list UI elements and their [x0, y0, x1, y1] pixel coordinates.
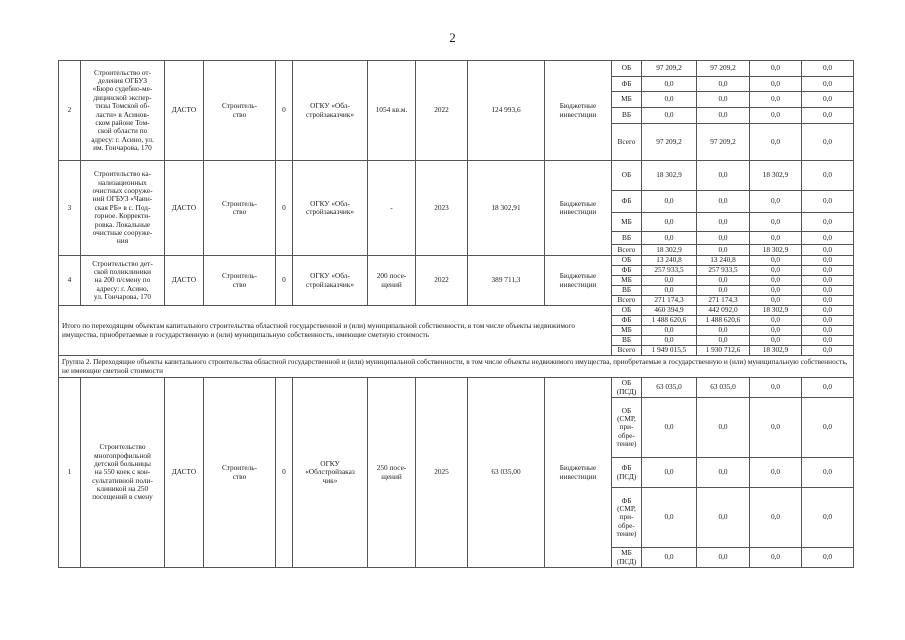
budget-value-4: 0,0	[802, 326, 854, 336]
budget-value-2: 97 209,2	[697, 124, 750, 161]
budget-source-label: ОБ (ПСД)	[612, 378, 642, 398]
estimated-cost: 63 035,00	[468, 378, 545, 568]
budget-value-3: 0,0	[750, 108, 802, 124]
budget-source-label: ОБ	[612, 256, 642, 266]
budget-value-2: 0,0	[697, 245, 750, 256]
customer: ОГКУ «Обл- стройзаказчик»	[293, 161, 368, 256]
budget-value-3: 18 302,9	[750, 161, 802, 191]
budget-value-4: 0,0	[802, 378, 854, 398]
department: ДАСТО	[165, 61, 204, 161]
budget-source-label: ОБ	[612, 306, 642, 316]
budget-source-label: Всего	[612, 296, 642, 306]
budget-value-3: 0,0	[750, 77, 802, 92]
budget-value-2: 0,0	[697, 458, 750, 488]
completion-year: 2022	[416, 256, 468, 306]
estimated-cost: 18 302,91	[468, 161, 545, 256]
completion-year: 2023	[416, 161, 468, 256]
budget-value-3: 0,0	[750, 256, 802, 266]
budget-value-2: 0,0	[697, 161, 750, 191]
group-2-header: Группа 2. Переходящие объекты капитального строительства областной государственной и (или) муниципальной собственности, в том числе объекты недвижимого имущества, приобретаемые в государственную и (или) муниципальную собственность, не имеющие сметной стоимости	[59, 356, 854, 378]
budget-value-2: 97 209,2	[697, 61, 750, 77]
budget-value-2: 0,0	[697, 488, 750, 548]
budget-source-label: Всего	[612, 346, 642, 356]
row-number: 3	[59, 161, 81, 256]
budget-value-4: 0,0	[802, 398, 854, 458]
budget-value-2: 0,0	[697, 548, 750, 568]
budget-value-2: 0,0	[697, 398, 750, 458]
budget-source-label: ВБ	[612, 336, 642, 346]
budget-value-3: 18 302,9	[750, 306, 802, 316]
budget-value-4: 0,0	[802, 336, 854, 346]
budget-value-1: 1 949 015,5	[642, 346, 697, 356]
budget-value-4: 0,0	[802, 458, 854, 488]
budget-value-4: 0,0	[802, 124, 854, 161]
budget-value-1: 0,0	[642, 458, 697, 488]
budget-value-3: 0,0	[750, 548, 802, 568]
budget-value-4: 0,0	[802, 77, 854, 92]
budget-value-3: 0,0	[750, 92, 802, 108]
work-type: Строитель- ство	[204, 378, 276, 568]
code-zero: 0	[276, 378, 293, 568]
object-name: Строительство ка- нализационных очистных сооруже- ний ОГБУЗ «Чаин- ская РБ» в с. Под- горное. Корректи- ровка. Локальные очистные сооруже- ния	[81, 161, 165, 256]
capacity: 1054 кв.м.	[368, 61, 416, 161]
budget-value-4: 0,0	[802, 296, 854, 306]
budget-value-3: 0,0	[750, 61, 802, 77]
budget-value-1: 0,0	[642, 232, 697, 245]
budget-value-2: 0,0	[697, 92, 750, 108]
budget-value-4: 0,0	[802, 276, 854, 286]
code-zero: 0	[276, 161, 293, 256]
budget-value-1: 0,0	[642, 191, 697, 213]
budget-value-4: 0,0	[802, 92, 854, 108]
budget-value-4: 0,0	[802, 346, 854, 356]
table-row	[59, 256, 854, 266]
budget-value-1: 0,0	[642, 398, 697, 458]
budget-source-label: ВБ	[612, 286, 642, 296]
budget-value-3: 0,0	[750, 458, 802, 488]
budget-source-label: МБ (ПСД)	[612, 548, 642, 568]
capacity: -	[368, 161, 416, 256]
budget-source-label: МБ	[612, 276, 642, 286]
code-zero: 0	[276, 256, 293, 306]
budget-value-1: 0,0	[642, 92, 697, 108]
budget-value-1: 63 035,0	[642, 378, 697, 398]
completion-year: 2025	[416, 378, 468, 568]
row-number: 1	[59, 378, 81, 568]
budget-source-label: ФБ	[612, 316, 642, 326]
work-type: Строитель- ство	[204, 161, 276, 256]
budget-source-label: Всего	[612, 124, 642, 161]
budget-value-3: 0,0	[750, 336, 802, 346]
total-row	[59, 306, 854, 316]
budget-source-label: ОБ	[612, 61, 642, 77]
budget-value-2: 271 174,3	[697, 296, 750, 306]
budget-value-1: 0,0	[642, 326, 697, 336]
budget-value-3: 0,0	[750, 191, 802, 213]
budget-source-label: ФБ	[612, 191, 642, 213]
budget-value-1: 0,0	[642, 213, 697, 232]
completion-year: 2022	[416, 61, 468, 161]
budget-source-label: ФБ (ПСД)	[612, 458, 642, 488]
budget-value-3: 0,0	[750, 378, 802, 398]
estimated-cost: 124 993,6	[468, 61, 545, 161]
budget-value-2: 13 240,8	[697, 256, 750, 266]
budget-source-label: ВБ	[612, 232, 642, 245]
customer: ОГКУ «Обл- стройзаказчик»	[293, 61, 368, 161]
budget-value-2: 0,0	[697, 276, 750, 286]
budget-value-2: 63 035,0	[697, 378, 750, 398]
budget-value-4: 0,0	[802, 256, 854, 266]
funding-form: Бюджетные инвестиции	[545, 161, 612, 256]
department: ДАСТО	[165, 378, 204, 568]
customer: ОГКУ «Обл- стройзаказчик»	[293, 256, 368, 306]
budget-source-label: МБ	[612, 213, 642, 232]
budget-value-4: 0,0	[802, 306, 854, 316]
budget-value-2: 0,0	[697, 213, 750, 232]
budget-value-1: 0,0	[642, 336, 697, 346]
code-zero: 0	[276, 61, 293, 161]
budget-source-label: МБ	[612, 326, 642, 336]
budget-value-3: 0,0	[750, 232, 802, 245]
department: ДАСТО	[165, 161, 204, 256]
budget-value-4: 0,0	[802, 108, 854, 124]
budget-value-1: 97 209,2	[642, 124, 697, 161]
budget-value-1: 0,0	[642, 548, 697, 568]
capacity: 200 посе- щений	[368, 256, 416, 306]
budget-source-label: ВБ	[612, 108, 642, 124]
department: ДАСТО	[165, 256, 204, 306]
budget-value-1: 18 302,9	[642, 245, 697, 256]
budget-value-4: 0,0	[802, 488, 854, 548]
customer: ОГКУ «Облстройзаказ чик»	[293, 378, 368, 568]
budget-value-2: 0,0	[697, 108, 750, 124]
budget-source-label: ФБ	[612, 266, 642, 276]
budget-value-4: 0,0	[802, 213, 854, 232]
budget-value-2: 0,0	[697, 191, 750, 213]
budget-value-1: 0,0	[642, 286, 697, 296]
estimated-cost: 389 711,3	[468, 256, 545, 306]
budget-value-4: 0,0	[802, 286, 854, 296]
budget-value-2: 1 930 712,6	[697, 346, 750, 356]
budget-value-1: 97 209,2	[642, 61, 697, 77]
budget-value-2: 0,0	[697, 232, 750, 245]
budget-value-4: 0,0	[802, 232, 854, 245]
budget-value-2: 0,0	[697, 286, 750, 296]
budget-value-1: 0,0	[642, 276, 697, 286]
budget-value-4: 0,0	[802, 316, 854, 326]
budget-value-2: 442 092,0	[697, 306, 750, 316]
funding-form: Бюджетные инвестиции	[545, 378, 612, 568]
row-number: 4	[59, 256, 81, 306]
budget-value-1: 0,0	[642, 108, 697, 124]
budget-value-3: 0,0	[750, 326, 802, 336]
budget-value-1: 0,0	[642, 77, 697, 92]
capacity: 250 посе- щений	[368, 378, 416, 568]
budget-value-3: 0,0	[750, 276, 802, 286]
budget-value-3: 0,0	[750, 316, 802, 326]
budget-value-1: 257 933,5	[642, 266, 697, 276]
budget-source-label: Всего	[612, 245, 642, 256]
page-number: 2	[449, 30, 456, 45]
funding-form: Бюджетные инвестиции	[545, 256, 612, 306]
budget-source-label: ФБ (СМР, при- обре- тение)	[612, 488, 642, 548]
budget-value-2: 0,0	[697, 336, 750, 346]
table-row	[59, 161, 854, 191]
budget-value-4: 0,0	[802, 161, 854, 191]
investment-table	[58, 60, 854, 568]
budget-value-1: 18 302,9	[642, 161, 697, 191]
budget-value-4: 0,0	[802, 191, 854, 213]
budget-value-3: 18 302,9	[750, 346, 802, 356]
object-name: Строительство дет- ской поликлиники на 200 п/смену по адресу: г. Асино, ул. Гончарова, 170	[81, 256, 165, 306]
group-header-row	[59, 356, 854, 378]
row-number: 2	[59, 61, 81, 161]
budget-value-3: 0,0	[750, 296, 802, 306]
budget-value-3: 0,0	[750, 488, 802, 548]
budget-value-4: 0,0	[802, 548, 854, 568]
budget-value-4: 0,0	[802, 266, 854, 276]
budget-value-2: 1 488 620,6	[697, 316, 750, 326]
object-name: Строительство от- деления ОГБУЗ «Бюро судебно-ме- дицинской экспер- тизы Томской об- ласти» в Асинов- ском районе Том- ской области по адресу: г. Асино, ул. им. Гончарова, 170	[81, 61, 165, 161]
budget-value-3: 0,0	[750, 124, 802, 161]
budget-value-3: 0,0	[750, 286, 802, 296]
budget-value-1: 13 240,8	[642, 256, 697, 266]
budget-source-label: МБ	[612, 92, 642, 108]
budget-value-2: 0,0	[697, 326, 750, 336]
table-row	[59, 378, 854, 398]
budget-value-4: 0,0	[802, 61, 854, 77]
budget-value-3: 0,0	[750, 266, 802, 276]
work-type: Строитель- ство	[204, 61, 276, 161]
object-name: Строительство многопрофильной детской больницы на 550 коек с кон- сультативной поли- клиникой на 250 посещений в смену	[81, 378, 165, 568]
budget-value-2: 257 933,5	[697, 266, 750, 276]
budget-value-1: 460 394,9	[642, 306, 697, 316]
funding-form: Бюджетные инвестиции	[545, 61, 612, 161]
budget-value-3: 18 302,9	[750, 245, 802, 256]
budget-value-2: 0,0	[697, 77, 750, 92]
budget-value-3: 0,0	[750, 213, 802, 232]
total-label: Итого по переходящим объектам капитального строительства областной государственной и (или) муниципальной собственности, в том числе объекты недвижимого имущества, приобретаемые в государственную и (или) муниципальную собственность, имеющие сметную стоимость	[59, 306, 612, 356]
budget-value-4: 0,0	[802, 245, 854, 256]
budget-source-label: ФБ	[612, 77, 642, 92]
table-row	[59, 61, 854, 77]
budget-value-1: 0,0	[642, 488, 697, 548]
work-type: Строитель- ство	[204, 256, 276, 306]
budget-value-1: 1 488 620,6	[642, 316, 697, 326]
budget-value-1: 271 174,3	[642, 296, 697, 306]
budget-source-label: ОБ	[612, 161, 642, 191]
budget-source-label: ОБ (СМР, при- обре- тение)	[612, 398, 642, 458]
budget-value-3: 0,0	[750, 398, 802, 458]
